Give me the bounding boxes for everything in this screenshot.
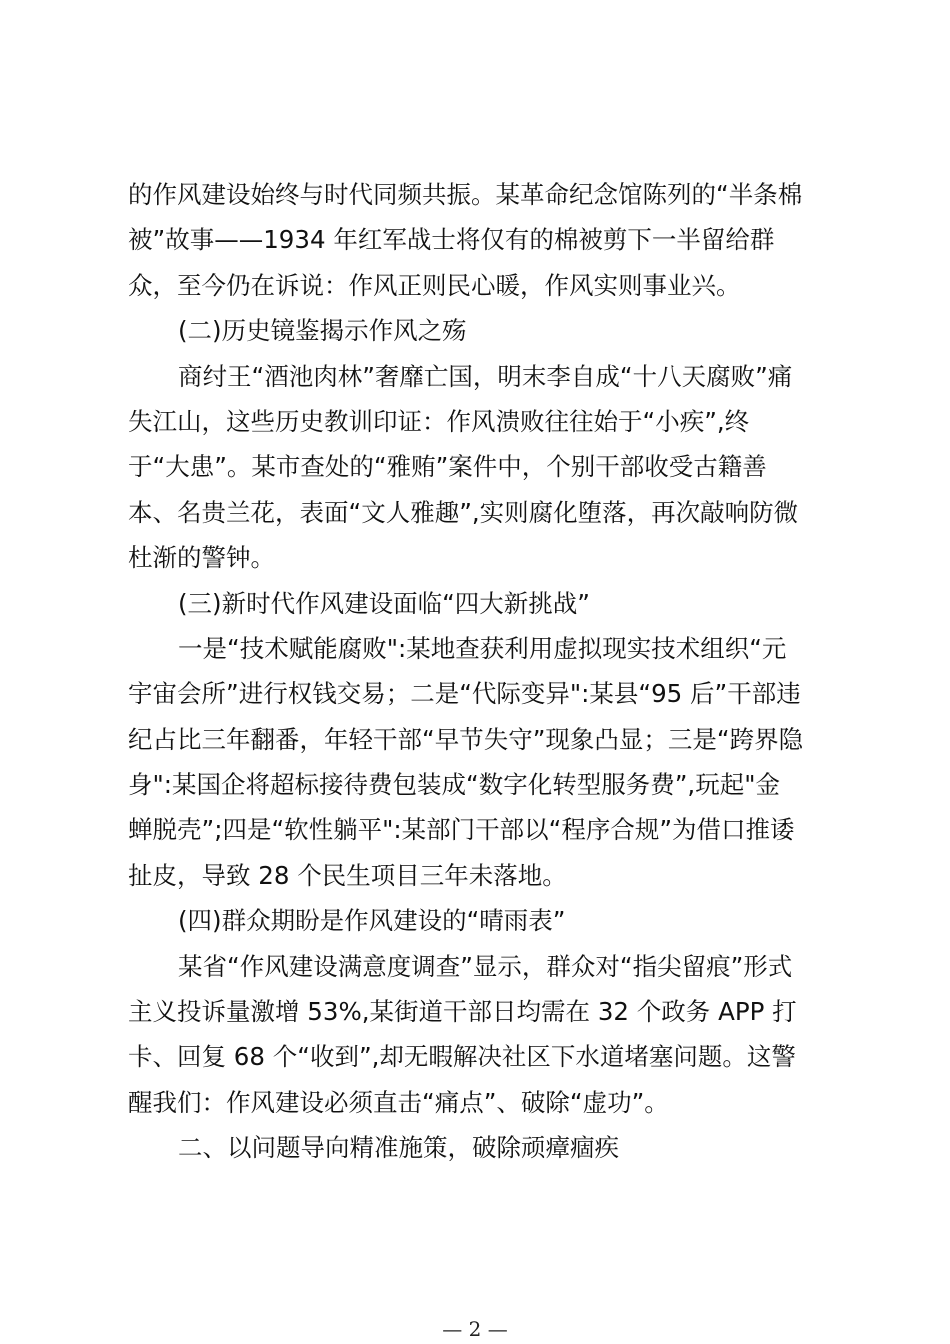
paragraph-line: 卡、回复 68 个“收到”,却无暇解决社区下水道堵塞问题。这警 bbox=[128, 1042, 796, 1072]
paragraph-line: 扯皮，导致 28 个民生项目三年未落地。 bbox=[128, 860, 567, 890]
paragraph-line: 蝉脱壳”;四是“软性躺平":某部门干部以“程序合规”为借口推诿 bbox=[128, 815, 795, 845]
paragraph-line: 某省“作风建设满意度调查”显示，群众对“指尖留痕”形式 bbox=[178, 951, 793, 981]
paragraph-line: 主义投诉量激增 53%,某街道干部日均需在 32 个政务 APP 打 bbox=[128, 997, 797, 1027]
paragraph-line: 身":某国企将超标接待费包装成“数字化转型服务费”,玩起"金 bbox=[128, 770, 780, 800]
page-number: — 2 — bbox=[442, 1317, 508, 1341]
paragraph-line: 众，至今仍在诉说：作风正则民心暖，作风实则事业兴。 bbox=[128, 270, 741, 300]
section-heading: (三)新时代作风建设面临“四大新挑战” bbox=[178, 588, 591, 618]
section-heading: (四)群众期盼是作风建设的“晴雨表” bbox=[178, 906, 566, 936]
paragraph-line: 被”故事——1934 年红军战士将仅有的棉被剪下一半留给群 bbox=[128, 225, 775, 255]
paragraph-line: 的作风建设始终与时代同频共振。某革命纪念馆陈列的“半条棉 bbox=[128, 180, 803, 209]
body-text bbox=[128, 172, 836, 1171]
paragraph-line: 一是“技术赋能腐败":某地查获利用虚拟现实技术组织“元 bbox=[178, 633, 787, 663]
paragraph-line: 失江山，这些历史教训印证：作风溃败往往始于“小疾”,终 bbox=[128, 406, 750, 436]
section-heading: (二)历史镜鉴揭示作风之殇 bbox=[178, 316, 467, 346]
paragraph-line: 醒我们：作风建设必须直击“痛点”、破除“虚功”。 bbox=[128, 1087, 669, 1117]
paragraph-line: 于“大患”。某市查处的“雅贿”案件中，个别干部收受古籍善 bbox=[128, 452, 767, 482]
paragraph-line: 纪占比三年翻番，年轻干部“早节失守”现象凸显；三是“跨界隐 bbox=[128, 724, 804, 754]
paragraph-line: 杜渐的警钟。 bbox=[128, 543, 275, 573]
paragraph-line: 商纣王“酒池肉林”奢靡亡国，明末李自成“十八天腐败”痛 bbox=[178, 361, 793, 391]
paragraph-line: 本、名贵兰花，表面“文人雅趣”,实则腐化堕落，再次敲响防微 bbox=[128, 497, 799, 527]
paragraph-line: 宇宙会所”进行权钱交易；二是“代际变异":某县“95 后”干部违 bbox=[128, 679, 801, 709]
chapter-heading: 二、以问题导向精准施策，破除顽瘴痼疾 bbox=[178, 1133, 619, 1163]
